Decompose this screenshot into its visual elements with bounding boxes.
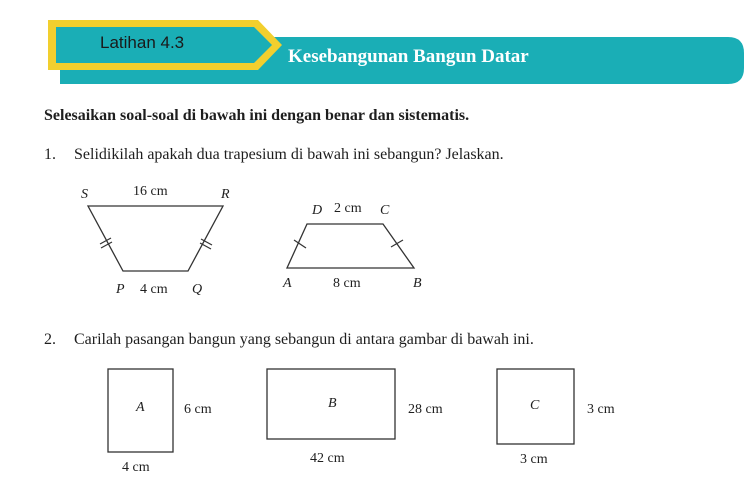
rectangle-b-height: 28 cm bbox=[408, 402, 443, 417]
vertex-p: P bbox=[116, 282, 125, 297]
rectangle-a-label: A bbox=[136, 400, 145, 415]
exercise-tag: Latihan 4.3 bbox=[100, 33, 185, 52]
section-title: Kesebangunan Bangun Datar bbox=[288, 46, 529, 67]
question-text: Carilah pasangan bangun yang sebangun di antara gambar di bawah ini. bbox=[74, 331, 534, 348]
trapezoid1-bottom-length: 4 cm bbox=[140, 282, 168, 297]
rectangle-b-width: 42 cm bbox=[310, 451, 345, 466]
trapezoid2-top-length: 2 cm bbox=[334, 201, 362, 216]
rectangle-b-label: B bbox=[328, 396, 337, 411]
vertex-r: R bbox=[221, 187, 230, 202]
rectangle-a-height: 6 cm bbox=[184, 402, 212, 417]
tick-mark-bc bbox=[391, 240, 403, 247]
vertex-d: D bbox=[312, 203, 323, 218]
trapezoid2-bottom-length: 8 cm bbox=[333, 276, 361, 291]
vertex-b: B bbox=[413, 276, 422, 291]
rectangle-a-width: 4 cm bbox=[122, 460, 150, 475]
vertex-s: S bbox=[81, 187, 88, 202]
vertex-c: C bbox=[380, 203, 390, 218]
vertex-q: Q bbox=[192, 282, 203, 297]
rectangle-c-width: 3 cm bbox=[520, 452, 548, 467]
vertex-a: A bbox=[283, 276, 292, 291]
question-number: 1. bbox=[44, 146, 56, 163]
tick-mark-ad bbox=[294, 240, 306, 248]
question-2 bbox=[44, 331, 534, 349]
instruction-text: Selesaikan soal-soal di bawah ini dengan benar dan sistematis. bbox=[44, 107, 470, 124]
trapezoid1-top-length: 16 cm bbox=[133, 184, 168, 199]
rectangle-c-height: 3 cm bbox=[587, 402, 615, 417]
rectangle-c-label: C bbox=[530, 398, 540, 413]
question-number: 2. bbox=[44, 331, 56, 348]
trapezoid-pqrs bbox=[88, 206, 223, 271]
question-text: Selidikilah apakah dua trapesium di bawah ini sebangun? Jelaskan. bbox=[74, 146, 504, 163]
trapezoid-abcd bbox=[287, 224, 414, 268]
